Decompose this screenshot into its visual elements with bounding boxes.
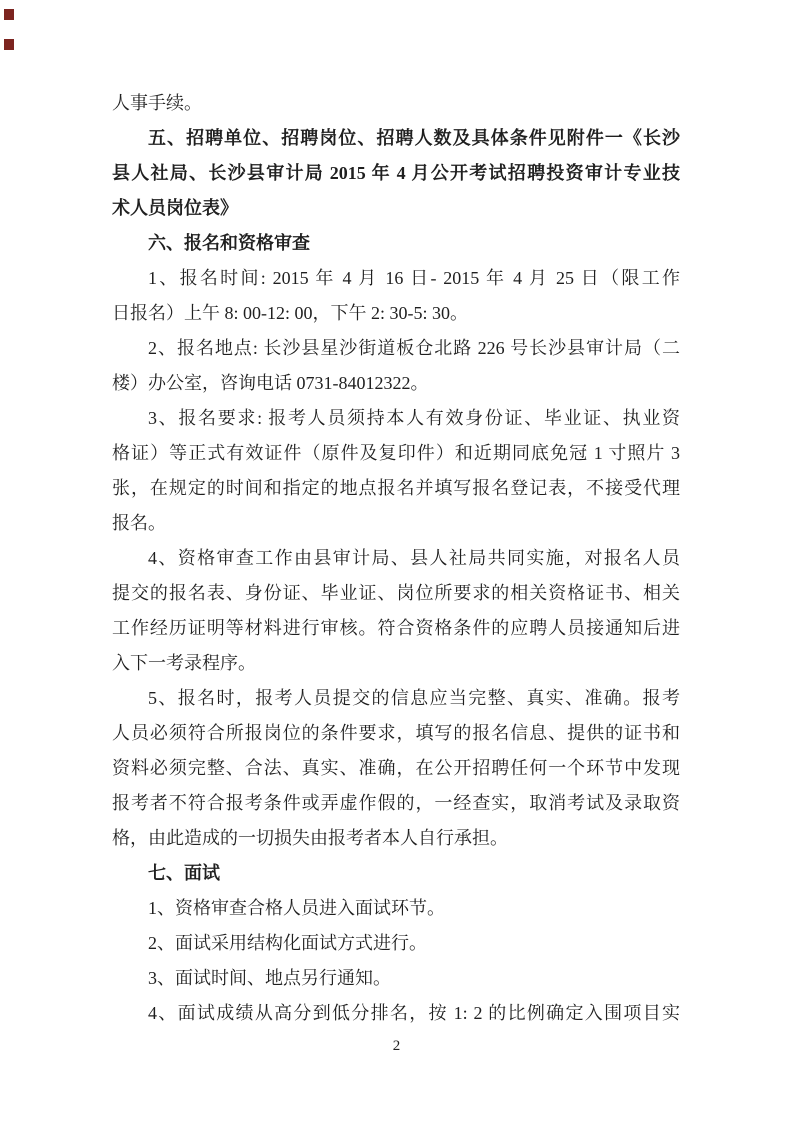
text-line: 2、面试采用结构化面试方式进行。 — [148, 933, 427, 953]
text-line: 1、报名时间: 2015 年 4 月 16 日- 2015 年 4 月 25 日（限工作 — [148, 268, 680, 288]
text-line: 4、资格审查工作由县审计局、县人社局共同实施，对报名人员 — [148, 548, 680, 568]
text-line: 报考者不符合报考条件或弄虚作假的，一经查实，取消考试及录取资 — [112, 793, 680, 813]
text-line: 报名。 — [112, 513, 166, 533]
text-line: 县人社局、长沙县审计局 2015 年 4 月公开考试招聘投资审计专业技 — [112, 163, 680, 183]
text-line: 格证）等正式有效证件（原件及复印件）和近期同底免冠 1 寸照片 3 — [112, 443, 680, 463]
text-line: 工作经历证明等材料进行审核。符合资格条件的应聘人员接通知后进 — [112, 618, 680, 638]
text-line: 2、报名地点: 长沙县星沙街道板仓北路 226 号长沙县审计局（二 — [148, 338, 680, 358]
text-line: 术人员岗位表》 — [112, 198, 238, 218]
text-line: 入下一考录程序。 — [112, 653, 256, 673]
text-line: 格，由此造成的一切损失由报考者本人自行承担。 — [112, 828, 508, 848]
text-line: 提交的报名表、身份证、毕业证、岗位所要求的相关资格证书、相关 — [112, 583, 680, 603]
page-number: 2 — [392, 1038, 401, 1054]
text-line: 楼）办公室，咨询电话 0731-84012322。 — [112, 373, 429, 393]
text-line: 3、面试时间、地点另行通知。 — [148, 968, 391, 988]
text-line: 日报名）上午 8: 00-12: 00，下午 2: 30-5: 30。 — [112, 303, 468, 323]
corner-mark-icon — [4, 39, 14, 50]
text-line: 3、报名要求: 报考人员须持本人有效身份证、毕业证、执业资 — [148, 408, 680, 428]
text-line: 资料必须完整、合法、真实、准确，在公开招聘任何一个环节中发现 — [112, 758, 680, 778]
text-line: 1、资格审查合格人员进入面试环节。 — [148, 898, 445, 918]
text-line: 4、面试成绩从高分到低分排名，按 1: 2 的比例确定入围项目实 — [148, 1003, 680, 1023]
text-line: 七、面试 — [148, 863, 220, 883]
text-line: 五、招聘单位、招聘岗位、招聘人数及具体条件见附件一《长沙 — [148, 128, 680, 148]
corner-mark-icon — [4, 9, 14, 20]
text-line: 六、报名和资格审查 — [148, 233, 310, 253]
document-content — [112, 86, 680, 1031]
text-line: 5、报名时，报考人员提交的信息应当完整、真实、准确。报考 — [148, 688, 680, 708]
text-line: 人事手续。 — [112, 93, 202, 113]
text-line: 人员必须符合所报岗位的条件要求，填写的报名信息、提供的证书和 — [112, 723, 680, 743]
text-line: 张，在规定的时间和指定的地点报名并填写报名登记表，不接受代理 — [112, 478, 680, 498]
